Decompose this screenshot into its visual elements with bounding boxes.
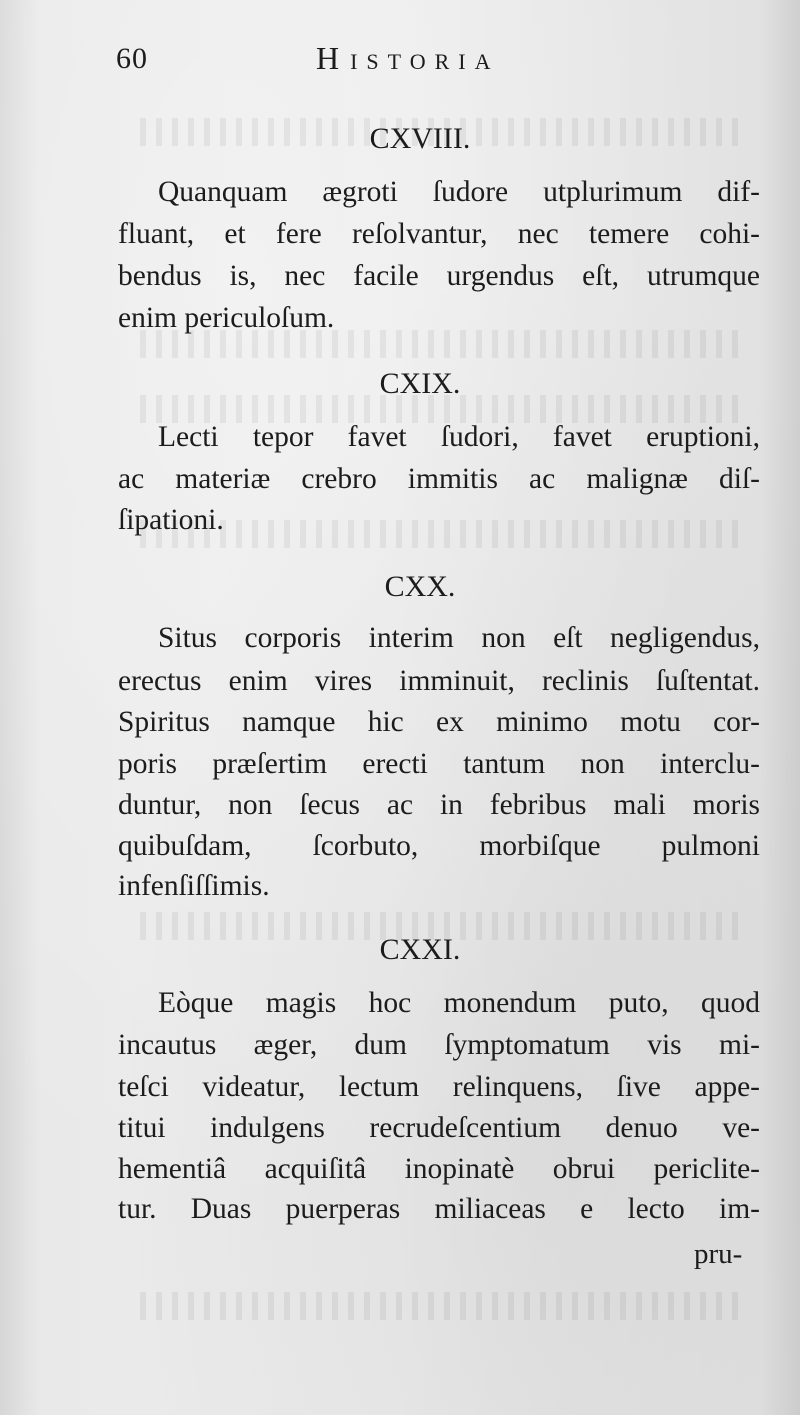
- text-line: Eòque magis hoc monendum puto, quod: [158, 987, 760, 1019]
- running-head-rest: ISTORIA: [350, 49, 500, 74]
- page-number: 60: [116, 42, 148, 75]
- text-line: tur. Duas puerperas miliaceas e lecto im-: [118, 1193, 760, 1225]
- text-line: titui indulgens recrudeſcentium denuo ve-: [118, 1112, 760, 1144]
- text-line: fluant, et fere reſolvantur, nec temere cohi-: [118, 218, 760, 250]
- text-line: infenſiſſimis.: [118, 870, 270, 902]
- bleed-through-shadow: [140, 1292, 740, 1320]
- text-line: ſipationi.: [118, 504, 224, 536]
- text-line: quibuſdam, ſcorbuto, morbiſque pulmoni: [118, 830, 760, 862]
- running-head-initial: H: [316, 40, 351, 76]
- text-line: bendus is, nec facile urgendus eſt, utrumque: [118, 260, 760, 292]
- section-number: CXX.: [384, 570, 456, 603]
- section-number: CXIX.: [379, 367, 461, 400]
- section-number: CXXI.: [379, 933, 461, 966]
- text-line: Quanquam ægroti ſudore utplurimum dif-: [158, 176, 760, 208]
- text-line: enim periculoſum.: [118, 302, 335, 334]
- text-line: hementiâ acquiſitâ inopinatè obrui periclite-: [118, 1153, 760, 1185]
- section-number: CXVIII.: [369, 122, 471, 155]
- text-line: erectus enim vires imminuit, reclinis ſuſtentat.: [118, 665, 760, 697]
- text-line: Spiritus namque hic ex minimo motu cor-: [118, 706, 760, 738]
- text-line: duntur, non ſecus ac in febribus mali moris: [118, 789, 760, 821]
- text-line: teſci videatur, lectum relinquens, ſive appe-: [118, 1071, 760, 1103]
- text-line: incautus æger, dum ſymptomatum vis mi-: [118, 1029, 760, 1061]
- text-line: Situs corporis interim non eſt negligendus,: [158, 622, 760, 654]
- text-line: ac materiæ crebro immitis ac malignæ diſ-: [118, 463, 760, 495]
- running-head: [316, 40, 500, 77]
- text-line: Lecti tepor favet ſudori, favet eruptioni,: [158, 421, 760, 453]
- catchword: pru-: [694, 1238, 743, 1270]
- text-line: poris præſertim erecti tantum non interclu-: [118, 748, 760, 780]
